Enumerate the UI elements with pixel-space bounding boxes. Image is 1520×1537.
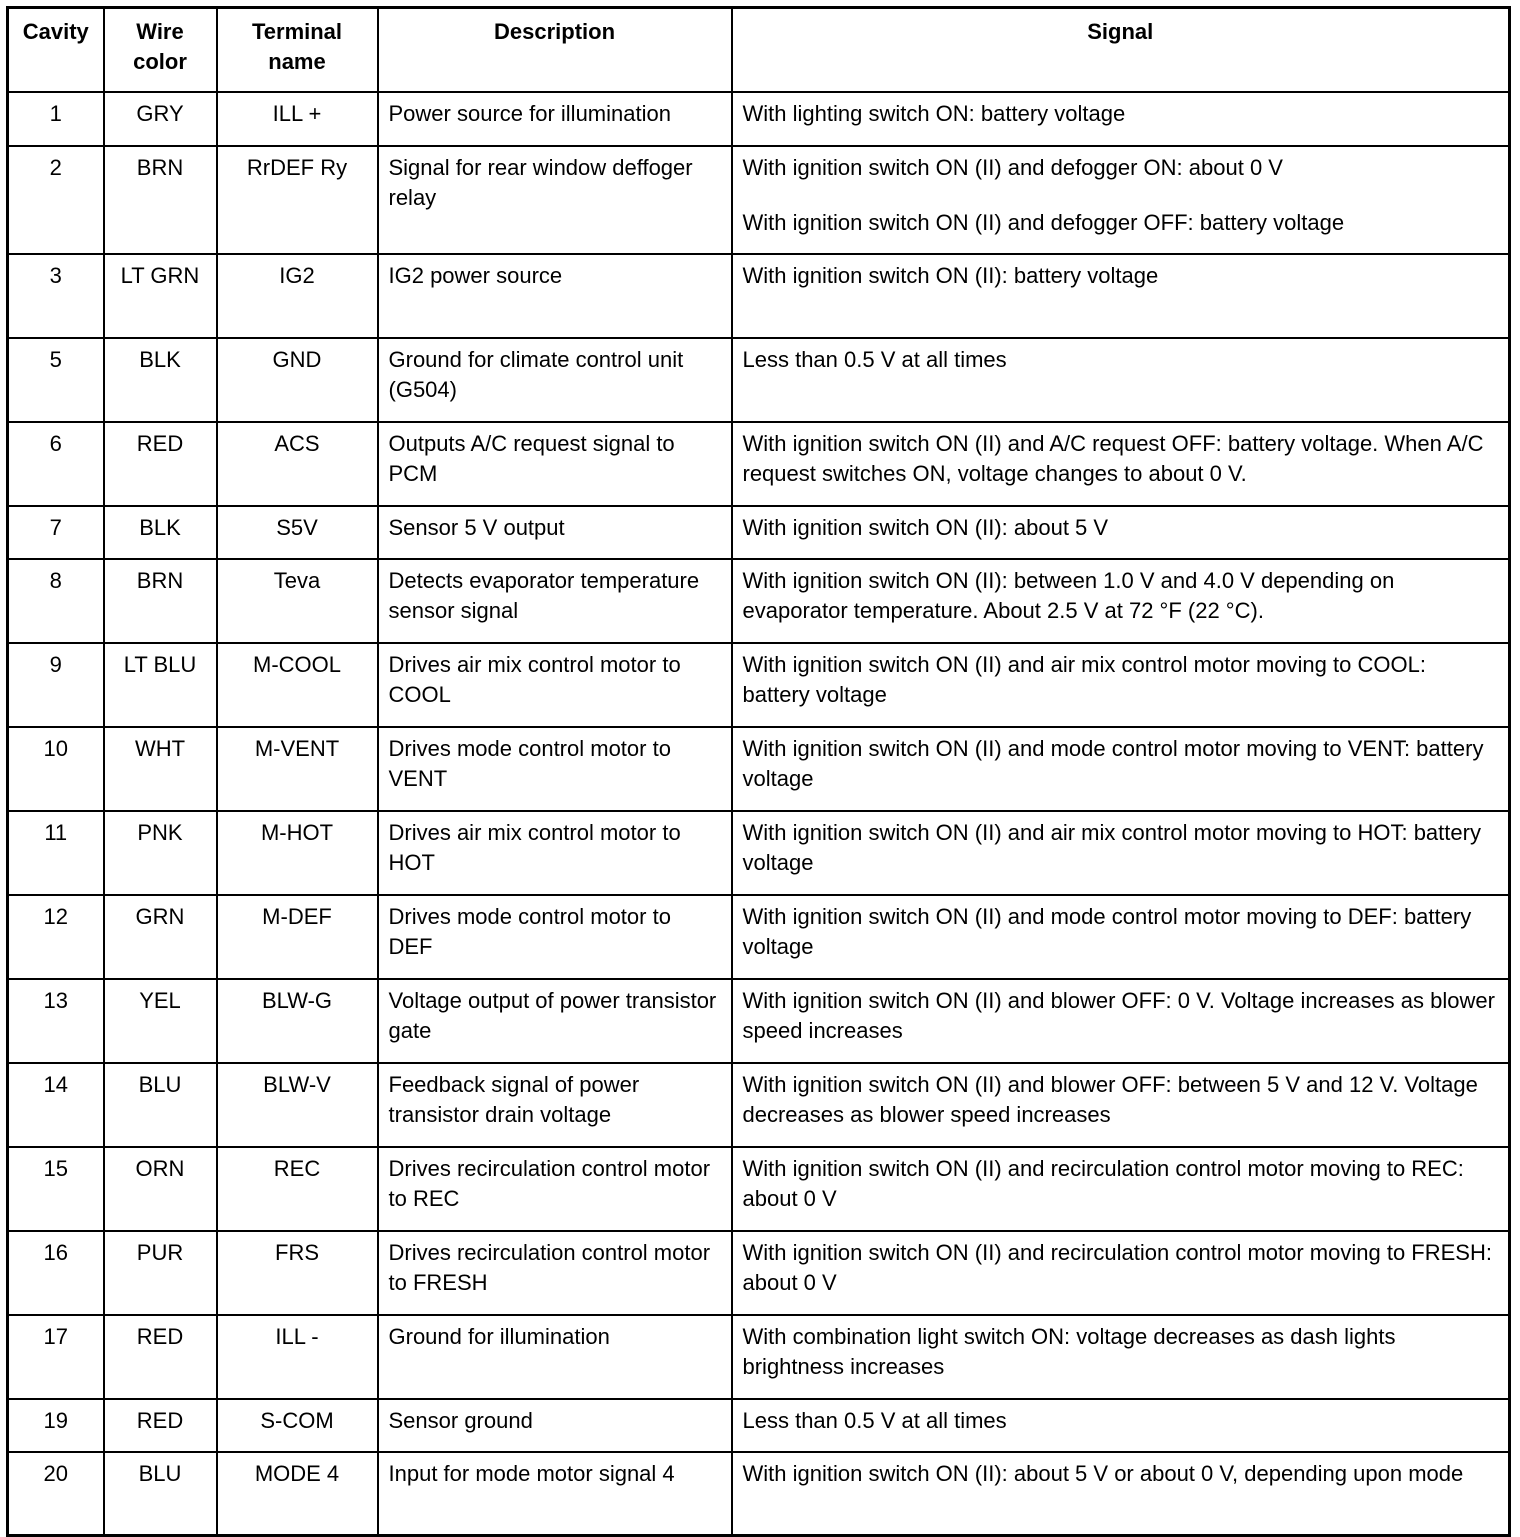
wire-color-cell: LT GRN [104,254,217,338]
terminal-name-cell: FRS [217,1231,378,1315]
description-cell: Sensor ground [378,1399,732,1452]
wire-color-cell: BLU [104,1063,217,1147]
table-row [8,811,1510,895]
wire-color-cell: GRN [104,895,217,979]
cavity-cell: 5 [8,338,104,422]
signal-text: With ignition switch ON (II) and air mix control motor moving to HOT: battery voltage [742,819,1481,875]
wire-color-cell: YEL [104,979,217,1063]
wire-color-cell: PUR [104,1231,217,1315]
terminal-name-cell: IG2 [217,254,378,338]
table-row [8,1231,1510,1315]
signal-text: With lighting switch ON: battery voltage [742,100,1126,126]
table-row [8,727,1510,811]
terminal-name-cell: S-COM [217,1399,378,1452]
table-row [8,643,1510,727]
table-row [8,1147,1510,1231]
signal-text: Less than 0.5 V at all times [742,346,1007,372]
wire-color-cell: ORN [104,1147,217,1231]
terminal-name-cell: RrDEF Ry [217,146,378,254]
table-row [8,1399,1510,1452]
signal-cell [732,1147,1510,1231]
signal-cell [732,1452,1510,1536]
table-row [8,254,1510,338]
cavity-cell: 10 [8,727,104,811]
terminal-name-cell: M-DEF [217,895,378,979]
table-row [8,1452,1510,1536]
signal-cell [732,1063,1510,1147]
table-row [8,895,1510,979]
cavity-cell: 16 [8,1231,104,1315]
terminal-name-cell: M-COOL [217,643,378,727]
header-cavity: Cavity [8,8,104,92]
terminal-name-cell: ILL - [217,1315,378,1399]
signal-cell [732,643,1510,727]
terminal-table [6,6,1511,1537]
signal-cell [732,1231,1510,1315]
table-row [8,92,1510,146]
cavity-cell: 17 [8,1315,104,1399]
signal-cell [732,1399,1510,1452]
table-row [8,506,1510,559]
signal-text: With ignition switch ON (II): battery voltage [742,262,1159,288]
header-wire-color: Wire color [104,8,217,92]
wire-color-cell: RED [104,422,217,506]
signal-text: With ignition switch ON (II) and mode control motor moving to VENT: battery voltage [742,735,1484,791]
description-cell: Drives air mix control motor to COOL [378,643,732,727]
terminal-name-cell: M-HOT [217,811,378,895]
cavity-cell: 1 [8,92,104,146]
signal-text: With ignition switch ON (II): about 5 V [742,514,1109,540]
signal-text: With ignition switch ON (II) and A/C request OFF: battery voltage. When A/C request switches ON, voltage changes to about 0 V. [742,430,1484,486]
signal-cell [732,895,1510,979]
description-cell: Outputs A/C request signal to PCM [378,422,732,506]
signal-text: With ignition switch ON (II) and recirculation control motor moving to FRESH: about 0 V [742,1239,1492,1295]
header-description: Description [378,8,732,92]
signal-cell [732,979,1510,1063]
signal-cell [732,146,1510,254]
wire-color-cell: BLU [104,1452,217,1536]
signal-text: With ignition switch ON (II) and defogger OFF: battery voltage [742,209,1345,235]
signal-text: With ignition switch ON (II): between 1.0 V and 4.0 V depending on evaporator temperature. About 2.5 V at 72 °F (22 °C). [742,567,1395,623]
cavity-cell: 9 [8,643,104,727]
terminal-name-cell: S5V [217,506,378,559]
table-row [8,559,1510,643]
signal-text: With ignition switch ON (II) and recirculation control motor moving to REC: about 0 V [742,1155,1464,1211]
terminal-name-cell: BLW-G [217,979,378,1063]
description-cell: Sensor 5 V output [378,506,732,559]
terminal-name-cell: GND [217,338,378,422]
header-row [8,8,1510,92]
wire-color-cell: RED [104,1315,217,1399]
signal-text: With ignition switch ON (II) and air mix control motor moving to COOL: battery voltage [742,651,1426,707]
wire-color-cell: PNK [104,811,217,895]
terminal-name-cell: ILL + [217,92,378,146]
wire-color-cell: BRN [104,559,217,643]
cavity-cell: 8 [8,559,104,643]
table-row [8,338,1510,422]
cavity-cell: 12 [8,895,104,979]
description-cell: Detects evaporator temperature sensor signal [378,559,732,643]
cavity-cell: 11 [8,811,104,895]
description-cell: Power source for illumination [378,92,732,146]
cavity-cell: 14 [8,1063,104,1147]
wire-color-cell: RED [104,1399,217,1452]
description-cell: Ground for illumination [378,1315,732,1399]
terminal-name-cell: BLW-V [217,1063,378,1147]
terminal-name-cell: MODE 4 [217,1452,378,1536]
table-row [8,1063,1510,1147]
wire-color-cell: WHT [104,727,217,811]
table-row [8,422,1510,506]
signal-cell [732,92,1510,146]
table-row [8,1315,1510,1399]
header-terminal-name: Terminal name [217,8,378,92]
description-cell: Voltage output of power transistor gate [378,979,732,1063]
wire-color-cell: BLK [104,338,217,422]
terminal-name-cell: M-VENT [217,727,378,811]
terminal-name-cell: REC [217,1147,378,1231]
terminal-name-cell: ACS [217,422,378,506]
description-cell: Drives mode control motor to DEF [378,895,732,979]
description-cell: Ground for climate control unit (G504) [378,338,732,422]
description-cell: Drives mode control motor to VENT [378,727,732,811]
cavity-cell: 15 [8,1147,104,1231]
cavity-cell: 3 [8,254,104,338]
wire-color-cell: GRY [104,92,217,146]
signal-text: With ignition switch ON (II) and defogger ON: about 0 V [742,154,1283,180]
signal-text: With combination light switch ON: voltage decreases as dash lights brightness increases [742,1323,1396,1379]
cavity-cell: 2 [8,146,104,254]
signal-cell [732,727,1510,811]
description-cell: Feedback signal of power transistor drain voltage [378,1063,732,1147]
signal-cell [732,506,1510,559]
description-cell: Drives air mix control motor to HOT [378,811,732,895]
cavity-cell: 20 [8,1452,104,1536]
wire-color-cell: BRN [104,146,217,254]
cavity-cell: 19 [8,1399,104,1452]
signal-cell [732,811,1510,895]
signal-cell [732,422,1510,506]
signal-text: Less than 0.5 V at all times [742,1407,1007,1433]
table-row [8,979,1510,1063]
cavity-cell: 7 [8,506,104,559]
description-cell: Drives recirculation control motor to FRESH [378,1231,732,1315]
table-body [8,92,1510,1536]
signal-cell [732,254,1510,338]
signal-text: With ignition switch ON (II) and blower OFF: between 5 V and 12 V. Voltage decreases as blower speed increases [742,1071,1478,1127]
table-row [8,146,1510,254]
cavity-cell: 13 [8,979,104,1063]
description-cell: Drives recirculation control motor to REC [378,1147,732,1231]
signal-text: With ignition switch ON (II) and blower OFF: 0 V. Voltage increases as blower speed increases [742,987,1495,1043]
header-signal: Signal [732,8,1510,92]
signal-text: With ignition switch ON (II) and mode control motor moving to DEF: battery voltage [742,903,1472,959]
signal-cell [732,559,1510,643]
wire-color-cell: LT BLU [104,643,217,727]
signal-cell [732,1315,1510,1399]
signal-text: With ignition switch ON (II): about 5 V or about 0 V, depending upon mode [742,1460,1464,1486]
terminal-name-cell: Teva [217,559,378,643]
wire-color-cell: BLK [104,506,217,559]
description-cell: Input for mode motor signal 4 [378,1452,732,1536]
cavity-cell: 6 [8,422,104,506]
signal-cell [732,338,1510,422]
description-cell: Signal for rear window deffoger relay [378,146,732,254]
description-cell: IG2 power source [378,254,732,338]
